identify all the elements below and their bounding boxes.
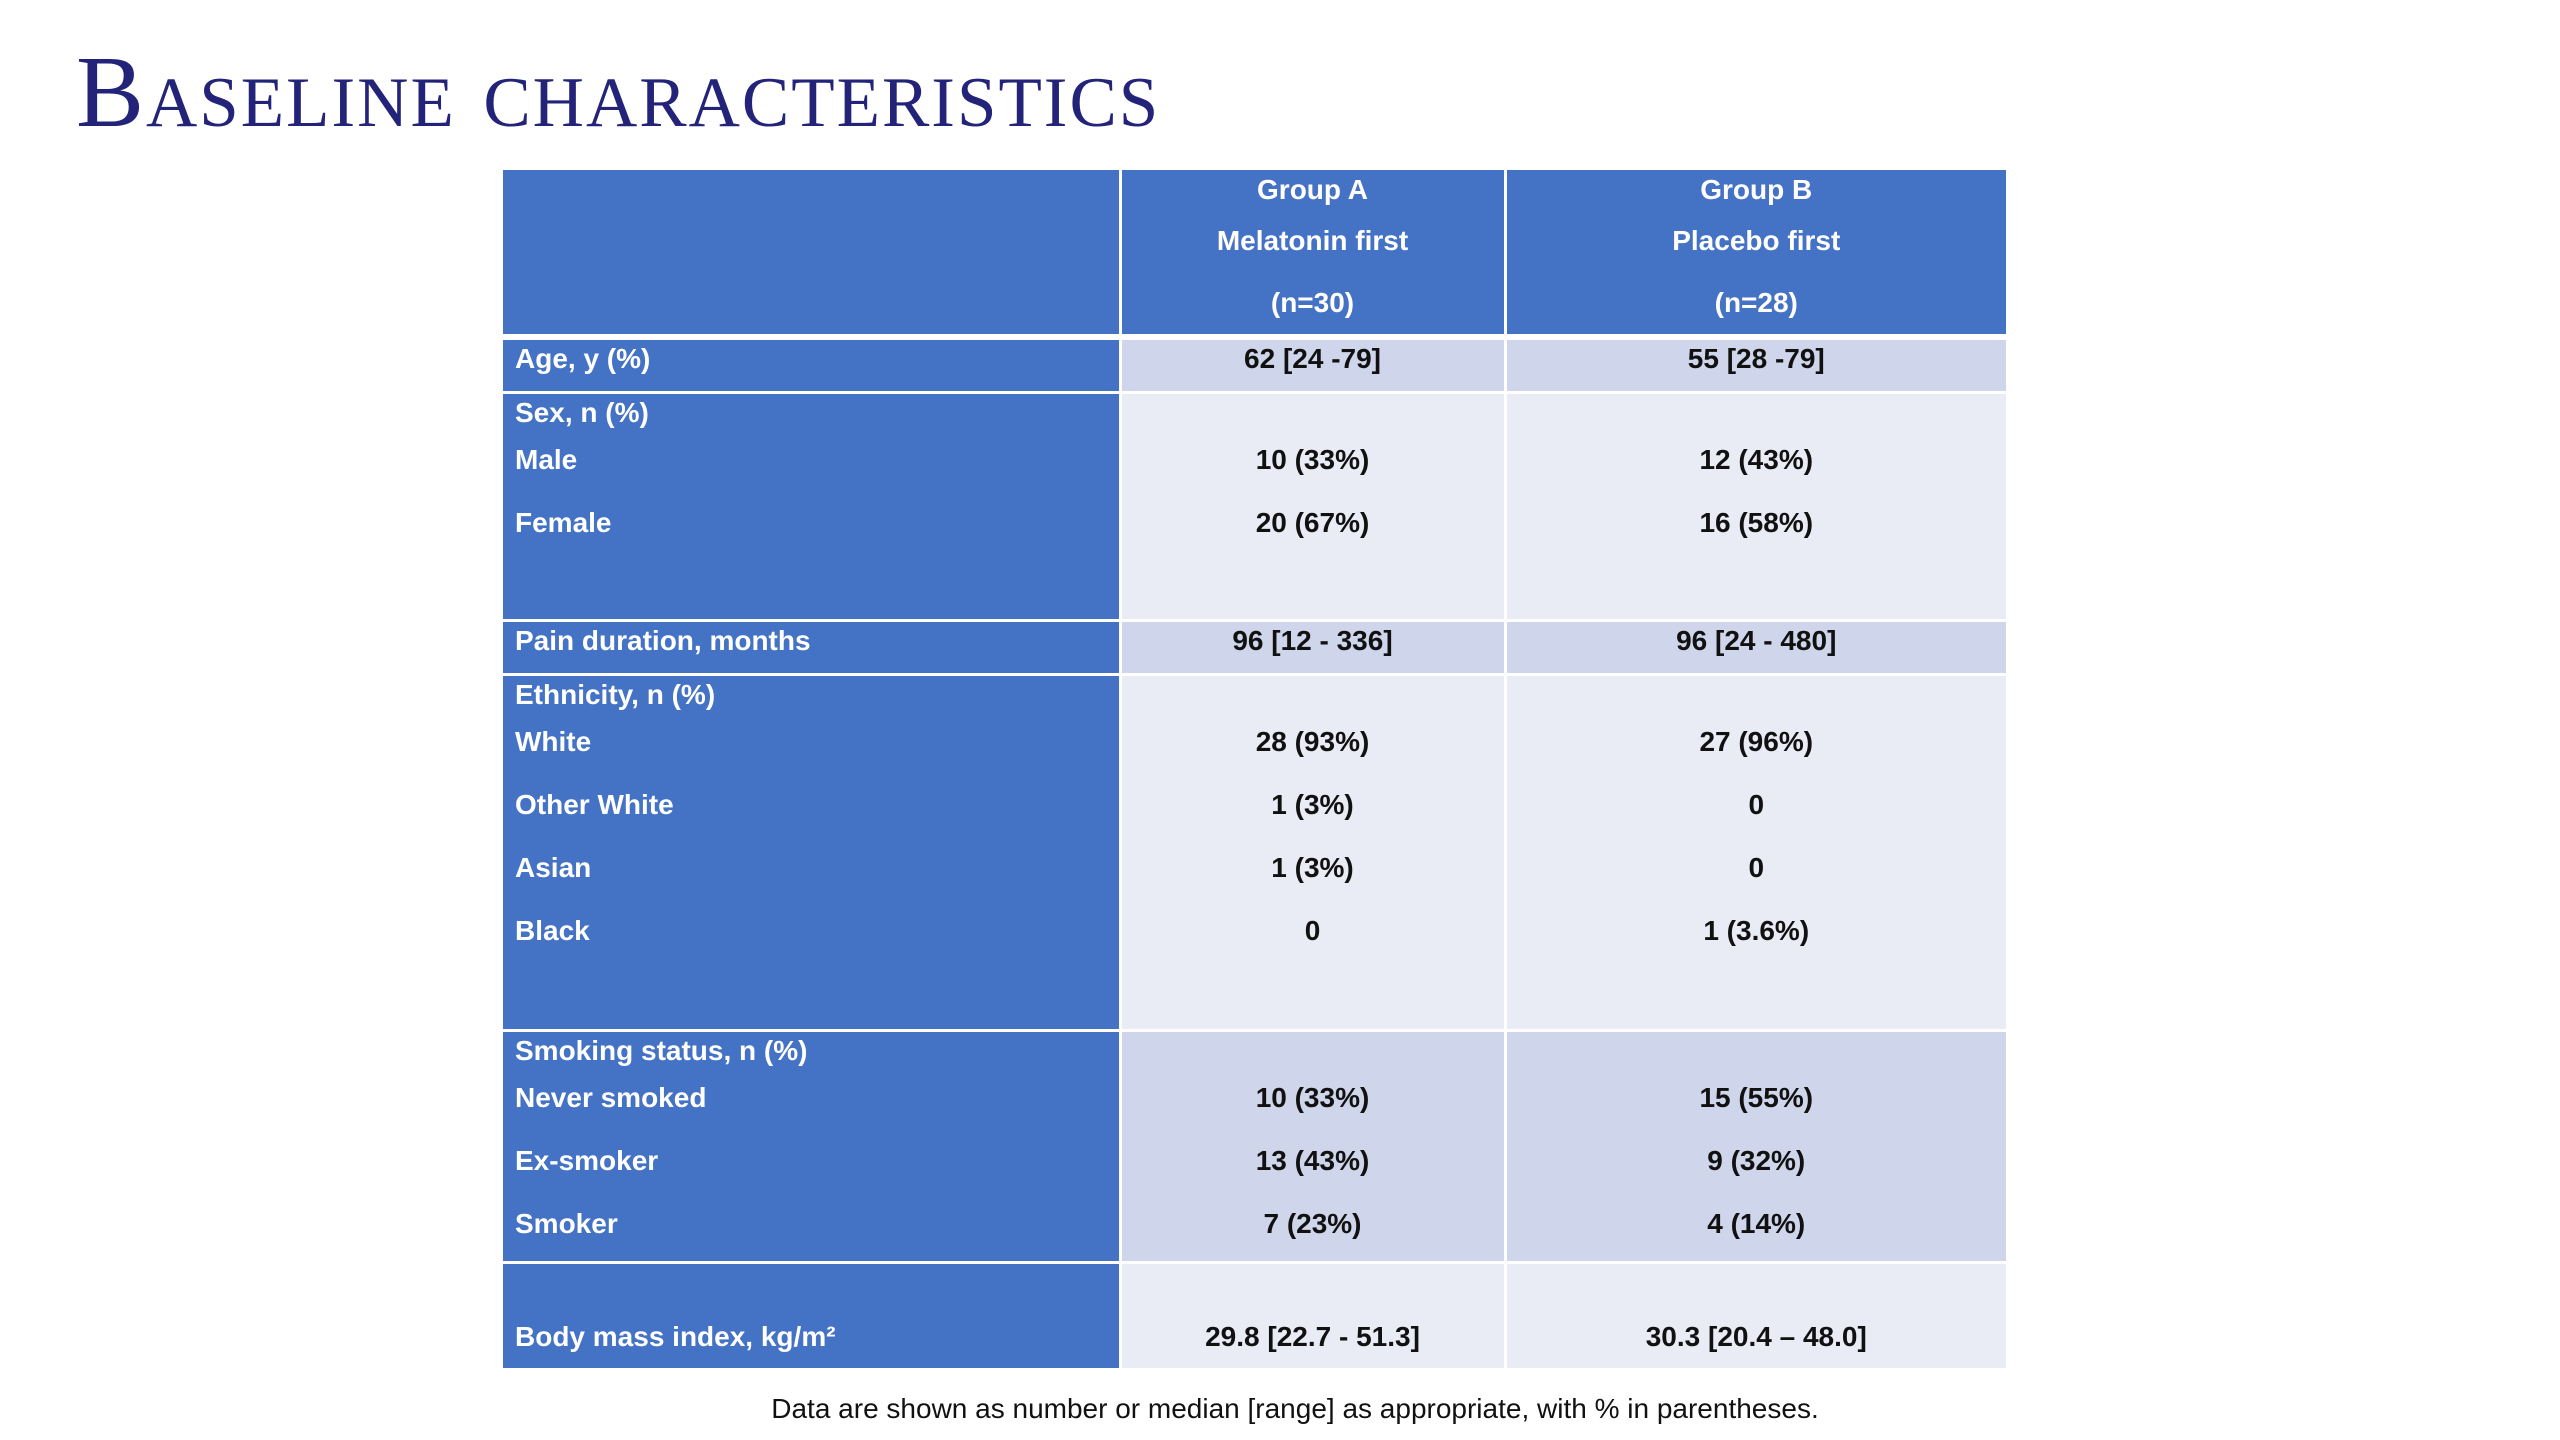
bmi-group-a-value: 29.8 [22.7 - 51.3]	[1205, 1321, 1420, 1352]
sex-female-label: Female	[515, 507, 612, 538]
baseline-characteristics-table	[503, 170, 2006, 1371]
smoking-current-label: Smoker	[515, 1208, 618, 1239]
row-label-cell	[503, 621, 1120, 675]
table-row-smoking-status	[503, 1031, 2006, 1263]
table-footnote	[0, 1393, 2560, 1425]
footnote-text: Data are shown as number or median [range] as appropriate, with % in parentheses.	[771, 1393, 1819, 1424]
ethnicity-asian-group-b-value: 0	[1748, 852, 1765, 883]
group-b-subtitle: Placebo first	[1672, 225, 1841, 256]
ethnicity-black-label: Black	[515, 915, 590, 946]
sex-female-group-b-value: 16 (58%)	[1699, 507, 1814, 538]
group-b-name: Group B	[1700, 174, 1813, 205]
sex-male-label: Male	[515, 444, 578, 475]
group-b-cell	[1505, 393, 2006, 621]
smoking-never-label: Never smoked	[515, 1082, 707, 1113]
group-b-n: (n=28)	[1714, 287, 1798, 318]
group-b-cell	[1505, 337, 2006, 393]
group-b-cell	[1505, 1031, 2006, 1263]
table-row-pain-duration	[503, 621, 2006, 675]
header-empty-cell	[503, 170, 1120, 337]
smoking-never-group-a-value: 10 (33%)	[1255, 1082, 1370, 1113]
row-label-cell	[503, 337, 1120, 393]
smoking-ex-group-b-value: 9 (32%)	[1707, 1145, 1806, 1176]
group-a-subtitle: Melatonin first	[1216, 225, 1409, 256]
pain-duration-group-a-value: 96 [12 - 336]	[1232, 625, 1393, 656]
ethnicity-other-white-group-b-value: 0	[1748, 789, 1765, 820]
pain-duration-group-b-value: 96 [24 - 480]	[1676, 625, 1837, 656]
row-label-cell	[503, 1263, 1120, 1370]
smoking-current-group-a-value: 7 (23%)	[1263, 1208, 1362, 1239]
group-a-cell	[1120, 1031, 1505, 1263]
table-row-sex	[503, 393, 2006, 621]
group-a-cell	[1120, 1263, 1505, 1370]
ethnicity-white-group-b-value: 27 (96%)	[1699, 726, 1814, 757]
group-a-cell	[1120, 675, 1505, 1031]
slide-title: Baseline characteristics	[76, 36, 1161, 149]
smoking-status-label: Smoking status, n (%)	[515, 1035, 808, 1066]
ethnicity-other-white-group-a-value: 1 (3%)	[1271, 789, 1354, 820]
row-label-cell	[503, 1031, 1120, 1263]
ethnicity-asian-label: Asian	[515, 852, 592, 883]
ethnicity-other-white-label: Other White	[515, 789, 674, 820]
smoking-current-group-b-value: 4 (14%)	[1707, 1208, 1806, 1239]
group-a-cell	[1120, 393, 1505, 621]
row-label-cell	[503, 393, 1120, 621]
header-group-b	[1505, 170, 2006, 337]
baseline-table-container	[503, 170, 2006, 1371]
ethnicity-white-group-a-value: 28 (93%)	[1255, 726, 1370, 757]
ethnicity-white-label: White	[515, 726, 592, 757]
sex-female-group-a-value: 20 (67%)	[1255, 507, 1370, 538]
ethnicity-black-group-a-value: 0	[1304, 915, 1321, 946]
table-body	[503, 337, 2006, 1370]
bmi-label: Body mass index, kg/m²	[515, 1321, 836, 1352]
group-a-name: Group A	[1257, 174, 1368, 205]
table-row-ethnicity	[503, 675, 2006, 1031]
group-a-cell	[1120, 621, 1505, 675]
table-row-bmi	[503, 1263, 2006, 1370]
ethnicity-asian-group-a-value: 1 (3%)	[1271, 852, 1354, 883]
header-group-a	[1120, 170, 1505, 337]
age-group-b-value: 55 [28 -79]	[1687, 343, 1825, 374]
table-row-age	[503, 337, 2006, 393]
group-a-cell	[1120, 337, 1505, 393]
ethnicity-black-group-b-value: 1 (3.6%)	[1703, 915, 1810, 946]
row-label-cell	[503, 675, 1120, 1031]
ethnicity-label: Ethnicity, n (%)	[515, 679, 716, 710]
age-group-a-value: 62 [24 -79]	[1244, 343, 1381, 374]
pain-duration-label: Pain duration, months	[515, 625, 811, 656]
bmi-group-b-value: 30.3 [20.4 – 48.0]	[1645, 1321, 1867, 1352]
smoking-ex-label: Ex-smoker	[515, 1145, 659, 1176]
table-header	[503, 170, 2006, 337]
sex-male-group-a-value: 10 (33%)	[1255, 444, 1370, 475]
group-b-cell	[1505, 675, 2006, 1031]
sex-male-group-b-value: 12 (43%)	[1699, 444, 1814, 475]
smoking-never-group-b-value: 15 (55%)	[1699, 1082, 1814, 1113]
group-b-cell	[1505, 1263, 2006, 1370]
group-a-n: (n=30)	[1270, 287, 1355, 318]
sex-label: Sex, n (%)	[515, 397, 649, 428]
smoking-ex-group-a-value: 13 (43%)	[1255, 1145, 1370, 1176]
age-label: Age, y (%)	[515, 343, 651, 374]
group-b-cell	[1505, 621, 2006, 675]
